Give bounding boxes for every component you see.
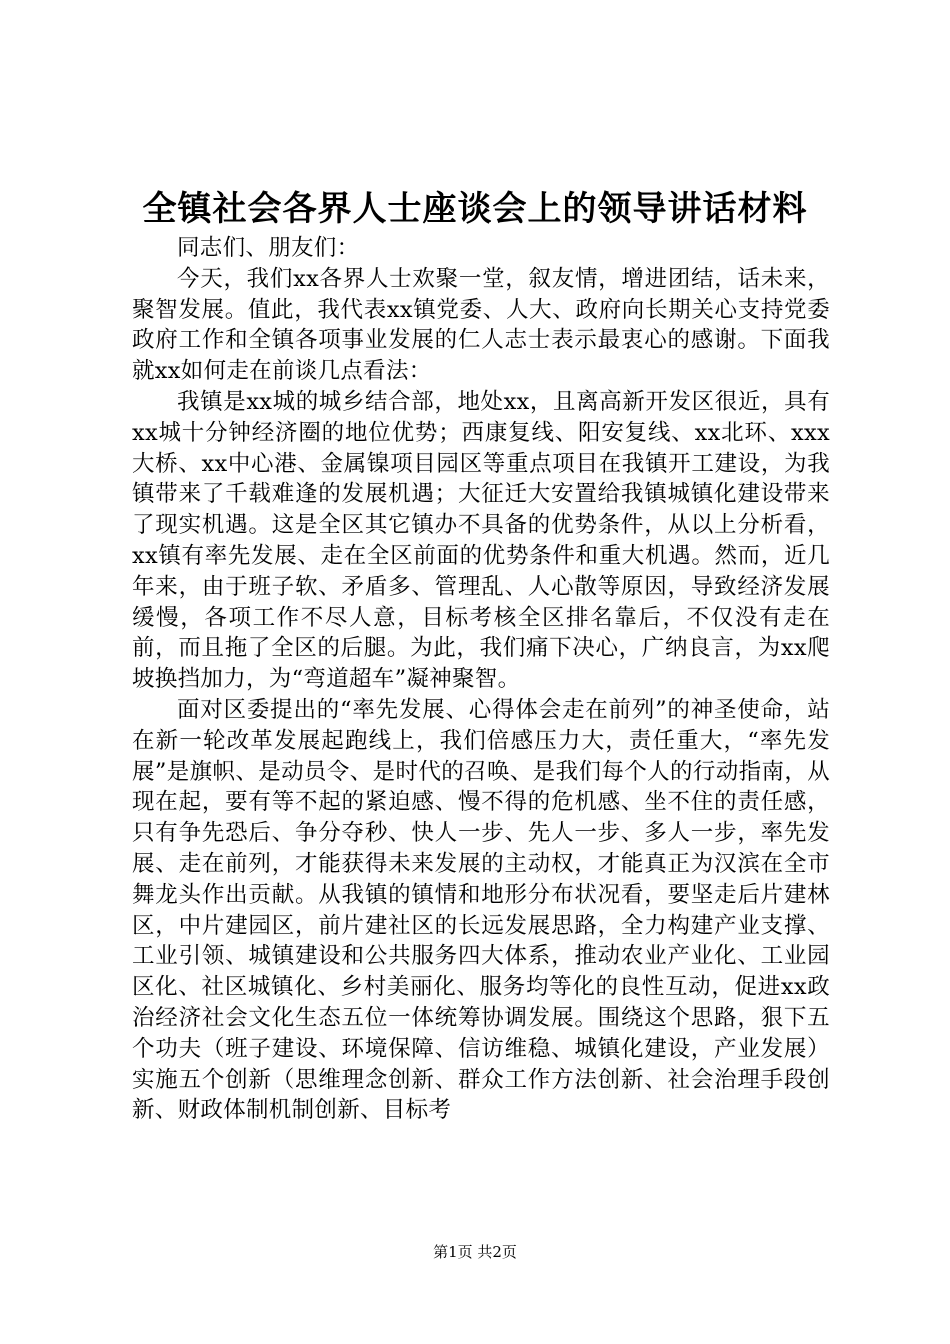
body-paragraph: 我镇是xx城的城乡结合部，地处xx，且离高新开发区很近，具有xx城十分钟经济圈的地位优势；西康复线、阳安复线、xx北环、xxx大桥、xx中心港、金属镍项目园区等重点项目在我镇开工建设，为我镇带来了千载难逢的发展机遇；大征迁大安置给我镇城镇化建设带来了现实机遇。这是全区其它镇办不具备的优势条件，从以上分析看，xx镇有率先发展、走在全区前面的优势条件和重大机遇。然而，近几年来，由于班子软、矛盾多、管理乱、人心散等原因，导致经济发展缓慢，各项工作不尽人意，目标考核全区排名靠后，不仅没有走在前，而且拖了全区的后腿。为此，我们痛下决心，广纳良言，为xx爬坡换挡加力，为“弯道超车”凝神聚智。	[132, 388, 830, 693]
document-title: 全镇社会各界人士座谈会上的领导讲话材料	[142, 189, 808, 229]
salutation-paragraph: 同志们、朋友们：	[177, 235, 360, 261]
document-body	[132, 233, 830, 1126]
body-paragraph: 今天，我们xx各界人士欢聚一堂，叙友情，增进团结，话未来，聚智发展。值此，我代表xx镇党委、人大、政府向长期关心支持党委政府工作和全镇各项事业发展的仁人志士表示最衷心的感谢。下面我就xx如何走在前谈几点看法：	[132, 265, 830, 385]
page-number-footer: 第1页 共2页	[433, 1243, 517, 1261]
body-paragraph: 面对区委提出的“率先发展、心得体会走在前列”的神圣使命，站在新一轮改革发展起跑线上，我们倍感压力大，责任重大，“率先发展”是旗帜、是动员令、是时代的召唤、是我们每个人的行动指南，从现在起，要有等不起的紧迫感、慢不得的危机感、坐不住的责任感，只有争先恐后、争分夺秒、快人一步、先人一步、多人一步，率先发展、走在前列，才能获得未来发展的主动权，才能真正为汉滨在全市舞龙头作出贡献。从我镇的镇情和地形分布状况看，要坚走后片建林区，中片建园区，前片建社区的长远发展思路，全力构建产业支撑、工业引领、城镇建设和公共服务四大体系，推动农业产业化、工业园区化、社区城镇化、乡村美丽化、服务均等化的良性互动，促进xx政治经济社会文化生态五位一体统筹协调发展。围绕这个思路，狠下五个功夫（班子建设、环境保障、信访维稳、城镇化建设，产业发展）实施五个创新（思维理念创新、群众工作方法创新、社会治理手段创新、财政体制机制创新、目标考	[132, 696, 830, 1124]
